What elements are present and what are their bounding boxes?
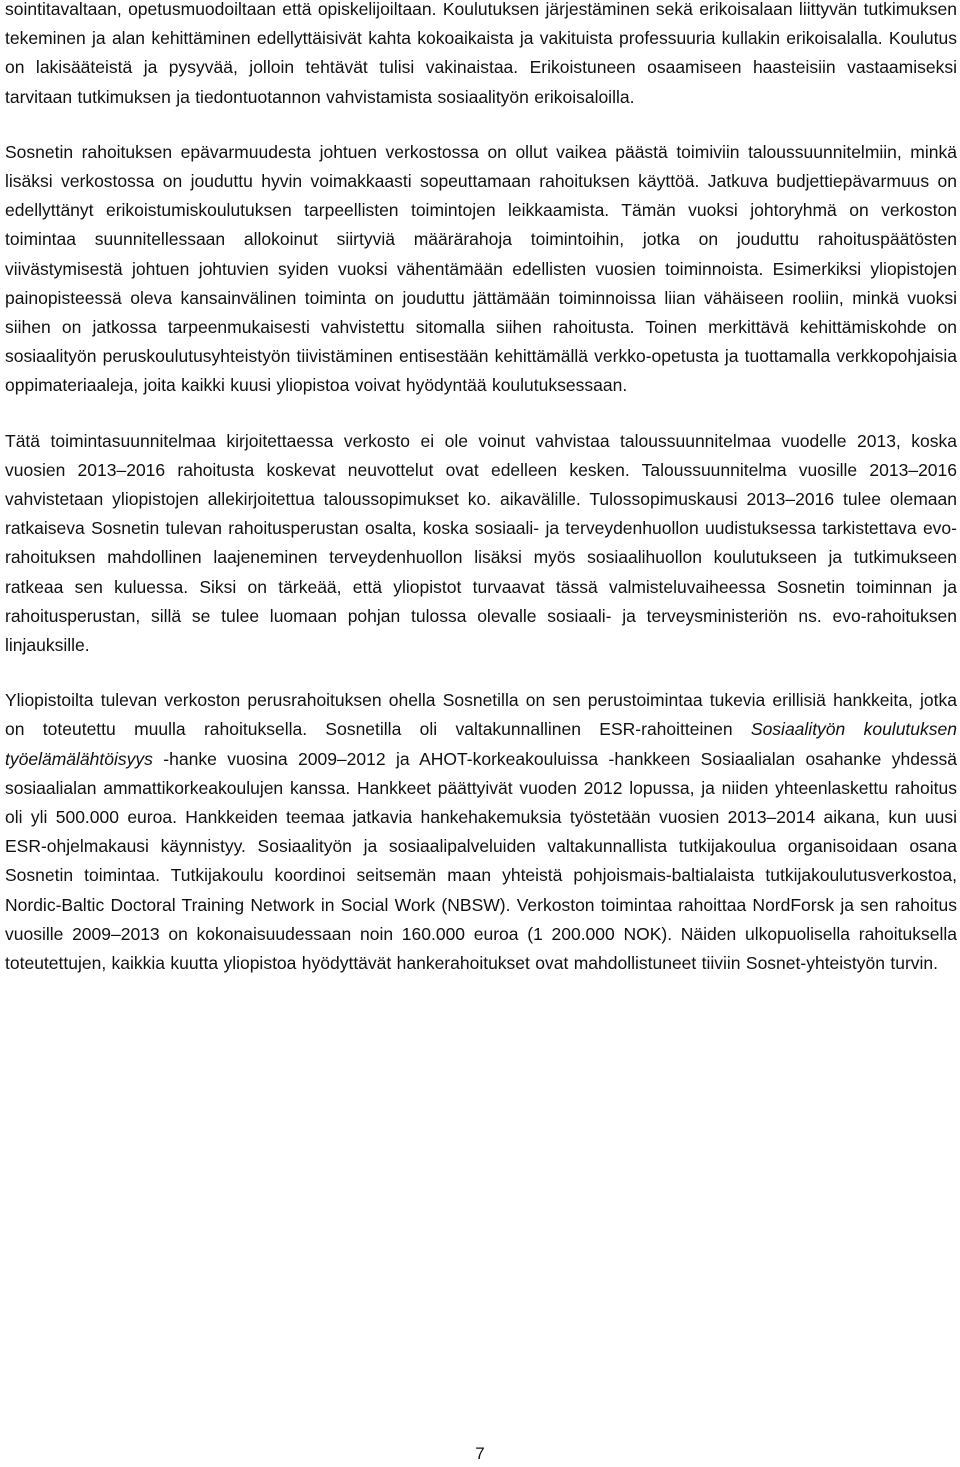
document-page: [5, 0, 957, 978]
page-number: 7: [475, 1444, 485, 1463]
paragraph-3-text: Tätä toimintasuunnitelmaa kirjoitettaessa verkosto ei ole voinut vahvistaa taloussuunnitelmaa vuodelle 2013, koska vuosien 2013–2016 rahoitusta koskevat neuvottelut ovat edelleen kesken. Taloussuunnitelma vuosille 2013–2016 vahvistetaan yliopistojen allekirjoitettua taloussopimukset ko. aikavälille. Tulossopimuskausi 2013–2016 tulee olemaan ratkaiseva Sosnetin tulevan rahoitusperustan osalta, koska sosiaali- ja terveydenhuollon uudistuksessa tarkistettava evo-rahoituksen mahdollinen laajeneminen terveydenhuollon lisäksi myös sosiaalihuollon koulutukseen ja tutkimukseen ratkeaa sen kuluessa. Siksi on tärkeää, että yliopistot turvaavat tässä valmisteluvaiheessa Sosnetin toiminnan ja rahoitusperustan, sillä se tulee luomaan pohjan tulossa olevalle sosiaali- ja terveysministeriön ns. evo-rahoituksen linjauksille.: [5, 430, 957, 656]
paragraph-4-text-start: Yliopistoilta tulevan verkoston perusrahoituksen ohella Sosnetilla on sen perustoimintaa tukevia erillisiä hankkeita, jotka on toteutettu muulla rahoituksella. Sosnetilla oli valtakunnallinen ESR-rahoitteinen: [5, 690, 957, 740]
paragraph-4-project-title: Sosiaalityön koulutuksen työelämälähtöisyys: [5, 719, 957, 769]
paragraph-4: [5, 686, 957, 978]
paragraph-1-text: sointitavaltaan, opetusmuodoiltaan että opiskelijoiltaan. Koulutuksen järjestäminen sekä erikoisalaan liittyvän tutkimuksen tekeminen ja alan kehittäminen edellyttäisivät kahta kokoaikaista ja vakituista professuuria kullakin erikoisalalla. Koulutus on lakisääteistä ja pysyvää, jolloin tehtävät tulisi vakinaistaa. Erikoistuneen osaamiseen haasteisiin vastaamiseksi tarvitaan tutkimuksen ja tiedontuotannon vahvistamista sosiaalityön erikoisaloilla.: [5, 0, 957, 107]
paragraph-2: [5, 138, 957, 401]
paragraph-4-text-end: -hanke vuosina 2009–2012 ja AHOT-korkeakouluissa -hankkeen Sosiaalialan osahanke yhdessä sosiaalialan ammattikorkeakoulujen kanssa. Hankkeet päättyivät vuoden 2012 lopussa, ja niiden yhteenlaskettu rahoitus oli yli 500.000 euroa. Hankkeiden teemaa jatkavia hankehakemuksia työstetään vuosien 2013–2014 aikana, kun uusi ESR-ohjelmakausi käynnistyy. Sosiaalityön ja sosiaalipalveluiden valtakunnallista tutkijakoulua organisoidaan osana Sosnetin toimintaa. Tutkijakoulu koordinoi seitsemän maan yhteistä pohjoismais-baltialaista tutkijakoulutusverkostoa, Nordic-Baltic Doctoral Training Network in Social Work (NBSW). Verkoston toimintaa rahoittaa NordForsk ja sen rahoitus vuosille 2009–2013 on kokonaisuudessaan noin 160.000 euroa (1 200.000 NOK). Näiden ulkopuolisella rahoituksella toteutettujen, kaikkia kuutta yliopistoa hyödyttävät hankerahoitukset ovat mahdollistuneet tiiviin Sosnet-yhteistyön turvin.: [5, 748, 957, 974]
paragraph-1: [5, 0, 957, 112]
paragraph-3: [5, 427, 957, 661]
paragraph-2-text: Sosnetin rahoituksen epävarmuudesta johtuen verkostossa on ollut vaikea päästä toimiviin taloussuunnitelmiin, minkä lisäksi verkostossa on jouduttu hyvin voimakkaasti sopeuttamaan rahoituksen käyttöä. Jatkuva budjettiepävarmuus on edellyttänyt erikoistumiskoulutuksen tarpeellisten toimintojen leikkaamista. Tämän vuoksi johtoryhmä on verkoston toimintaa suunnitellessaan allokoinut siirtyviä määrärahoja toimintoihin, jotka on jouduttu rahoituspäätösten viivästymisestä johtuen johtuvien syiden vuoksi vähentämään edellisten vuosien toiminnoista. Esimerkiksi yliopistojen painopisteessä oleva kansainvälinen toiminta on jouduttu jättämään toiminnoissa liian vähäiseen rooliin, minkä vuoksi siihen on jatkossa tarpeenmukaisesti vahvistettu sitomalla siihen rahoitusta. Toinen merkittävä kehittämiskohde on sosiaalityön peruskoulutusyhteistyön tiivistäminen entisestään kehittämällä verkko-opetusta ja tuottamalla verkkopohjaisia oppimateriaaleja, joita kaikki kuusi yliopistoa voivat hyödyntää koulutuksessaan.: [5, 141, 957, 396]
